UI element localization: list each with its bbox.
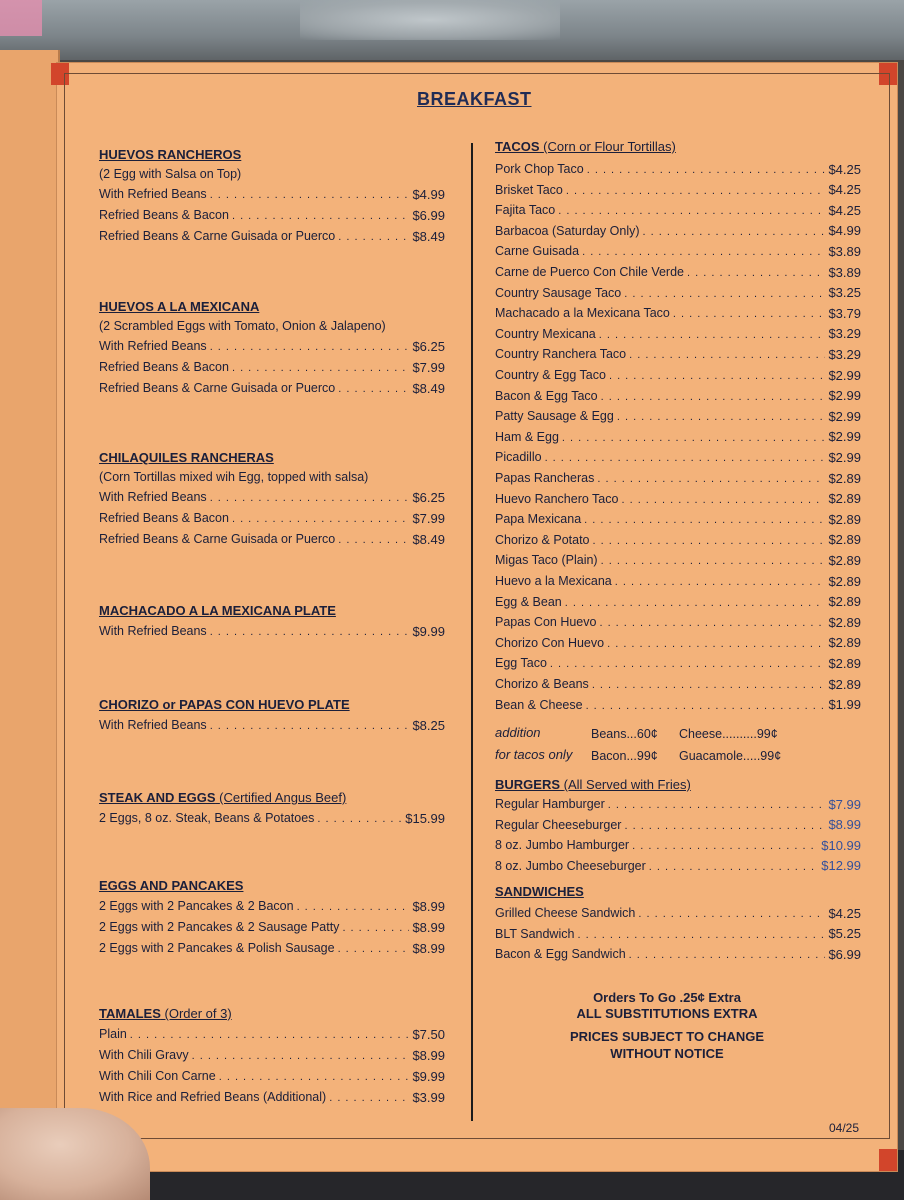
section-title	[495, 139, 676, 154]
menu-item-price: $2.89	[828, 655, 861, 671]
menu-item-name: Papas Rancheras	[495, 471, 595, 485]
menu-item-price: $3.99	[412, 1089, 445, 1105]
menu-item-name: With Refried Beans	[99, 718, 207, 732]
menu-item-name: With Refried Beans	[99, 339, 207, 353]
menu-item-name: Egg & Bean	[495, 594, 562, 609]
menu-item-name: 2 Eggs with 2 Pancakes & 2 Sausage Patty	[99, 920, 340, 934]
leader-dots	[550, 656, 826, 670]
menu-page	[56, 62, 898, 1172]
section-title	[99, 299, 259, 314]
menu-item-price: $2.89	[828, 552, 861, 568]
menu-item	[495, 242, 861, 260]
menu-item-price: $9.99	[412, 623, 445, 639]
menu-item-price: $2.99	[828, 367, 861, 383]
menu-item-price: $8.49	[412, 531, 445, 547]
menu-item	[495, 284, 861, 302]
menu-item-price: $2.99	[828, 408, 861, 424]
menu-item	[99, 1088, 445, 1106]
menu-item	[495, 945, 861, 963]
leader-dots	[624, 286, 825, 300]
leader-dots	[599, 615, 825, 629]
menu-item-name: With Rice and Refried Beans (Additional)	[99, 1090, 327, 1104]
leader-dots	[624, 818, 825, 832]
menu-item-name: Egg Taco	[495, 656, 547, 671]
menu-item	[99, 227, 445, 245]
menu-item	[495, 325, 861, 343]
section-title-text: HUEVOS RANCHEROS	[99, 147, 242, 162]
menu-item	[495, 181, 861, 199]
menu-item	[99, 185, 445, 203]
menu-item-price: $8.99	[412, 898, 445, 914]
column-divider	[471, 143, 473, 1121]
menu-item	[495, 613, 861, 631]
leader-dots	[558, 203, 825, 217]
menu-item	[495, 904, 861, 922]
menu-item	[495, 795, 861, 813]
menu-item	[495, 634, 861, 652]
menu-item-price: $2.99	[828, 449, 861, 465]
menu-item-name: 2 Eggs with 2 Pancakes & 2 Bacon	[99, 899, 294, 913]
menu-item-name: Refried Beans & Bacon	[99, 511, 229, 525]
section-title	[99, 697, 350, 712]
menu-item	[99, 530, 445, 548]
left-menu-page	[0, 50, 60, 1130]
menu-item	[495, 490, 861, 508]
menu-item	[495, 593, 861, 611]
menu-item-price: $2.99	[828, 388, 861, 404]
menu-item	[99, 1046, 445, 1064]
menu-item	[495, 816, 861, 834]
menu-item	[99, 488, 445, 506]
leader-dots	[329, 1090, 409, 1104]
section-note: (2 Scrambled Eggs with Tomato, Onion & Jalapeno)	[99, 319, 386, 333]
section-title-text: STEAK AND EGGS	[99, 790, 216, 805]
menu-item	[495, 531, 861, 549]
leader-dots	[219, 1069, 410, 1083]
menu-item-price: $3.89	[828, 264, 861, 280]
menu-item-name: Refried Beans & Carne Guisada or Puerco	[99, 532, 336, 546]
menu-item-name: Bacon & Egg Taco	[495, 388, 598, 403]
section-note: (Corn Tortillas mixed wih Egg, topped with salsa)	[99, 470, 369, 484]
menu-item	[495, 448, 861, 466]
addition-guacamole: Guacamole.....99¢	[679, 749, 782, 763]
menu-item	[99, 897, 445, 915]
leader-dots	[607, 636, 825, 650]
menu-item	[99, 622, 445, 640]
menu-item-price: $8.49	[412, 228, 445, 244]
menu-item-name: Papa Mexicana	[495, 512, 582, 527]
leader-dots	[586, 698, 826, 712]
menu-item-price: $8.49	[412, 380, 445, 396]
menu-item	[99, 918, 445, 936]
menu-date: 04/25	[829, 1121, 860, 1135]
menu-item-price: $3.29	[828, 326, 861, 342]
leader-dots	[232, 360, 410, 374]
menu-item-name: Grilled Cheese Sandwich	[495, 906, 636, 920]
menu-item-name: 8 oz. Jumbo Cheeseburger	[495, 858, 646, 873]
addition-beans: Beans...60¢	[591, 727, 658, 741]
menu-item-name: Huevo a la Mexicana	[495, 574, 612, 588]
menu-item	[495, 551, 861, 569]
footer-notice: WITHOUT NOTICE	[610, 1046, 724, 1061]
menu-item-price: $3.89	[828, 243, 861, 259]
menu-item-price: $2.89	[828, 532, 861, 548]
section-title	[99, 1006, 232, 1021]
menu-item	[99, 337, 445, 355]
addition-label: addition	[495, 725, 541, 740]
leader-dots	[562, 430, 826, 444]
menu-item-name: 2 Eggs, 8 oz. Steak, Beans & Potatoes	[99, 811, 315, 825]
leader-dots	[210, 624, 410, 638]
leader-dots	[601, 389, 826, 403]
menu-item-price: $6.25	[412, 489, 445, 505]
menu-item-price: $4.25	[828, 161, 861, 177]
menu-title: BREAKFAST	[417, 89, 532, 109]
menu-item-name: Country Ranchera Taco	[495, 347, 627, 362]
menu-item-price: $8.99	[412, 940, 445, 956]
leader-dots	[609, 368, 826, 382]
leader-dots	[615, 574, 826, 588]
menu-item-name: Migas Taco (Plain)	[495, 553, 598, 568]
menu-item-price: $4.99	[828, 223, 861, 239]
leader-dots	[338, 532, 409, 546]
menu-item-price: $15.99	[405, 810, 445, 826]
menu-item-name: Bean & Cheese	[495, 697, 583, 712]
leader-dots	[587, 162, 826, 176]
leader-dots	[192, 1048, 410, 1062]
menu-item-price: $2.89	[828, 573, 861, 589]
menu-item	[495, 345, 861, 363]
menu-item-price: $2.99	[828, 429, 861, 445]
section-title-text: BURGERS	[495, 777, 561, 792]
menu-item-name: Country & Egg Taco	[495, 368, 606, 382]
menu-item	[99, 939, 445, 957]
menu-item-name: With Refried Beans	[99, 490, 207, 504]
menu-item	[495, 925, 861, 943]
leader-dots	[617, 409, 826, 423]
section-subtitle: (Corn or Flour Tortillas)	[543, 139, 676, 154]
menu-item	[99, 1067, 445, 1085]
section-subtitle: (All Served with Fries)	[563, 777, 691, 792]
menu-item-name: With Chili Con Carne	[99, 1069, 216, 1083]
menu-item	[495, 675, 861, 693]
section-title	[99, 450, 274, 465]
section-note: (2 Egg with Salsa on Top)	[99, 167, 242, 181]
menu-item-name: With Refried Beans	[99, 624, 207, 638]
leader-dots	[232, 511, 410, 525]
menu-item-name: BLT Sandwich	[495, 926, 575, 941]
menu-item-name: Plain	[99, 1027, 127, 1041]
menu-item-price: $4.99	[412, 186, 445, 202]
leader-dots	[582, 244, 825, 258]
footer-prices: PRICES SUBJECT TO CHANGE	[569, 1029, 765, 1044]
menu-item	[495, 836, 861, 854]
section-subtitle: (Certified Angus Beef)	[219, 790, 347, 805]
menu-item-name: Fajita Taco	[495, 203, 556, 218]
leader-dots	[649, 859, 818, 873]
menu-item-name: Bacon & Egg Sandwich	[495, 947, 626, 961]
menu-item	[99, 358, 445, 376]
section-title-text: HUEVOS A LA MEXICANA	[99, 299, 260, 314]
leader-dots	[565, 595, 826, 609]
section-title	[495, 884, 584, 899]
leader-dots	[545, 450, 826, 464]
leader-dots	[584, 512, 825, 526]
footer-substitutions: ALL SUBSTITUTIONS EXTRA	[576, 1006, 758, 1021]
section-title-text: TAMALES	[99, 1006, 161, 1021]
addition-cheese: Cheese..........99¢	[679, 727, 778, 741]
menu-item-price: $6.99	[828, 946, 861, 962]
menu-item	[99, 1025, 445, 1043]
menu-item	[495, 387, 861, 405]
leader-dots	[130, 1027, 410, 1041]
leader-dots	[592, 677, 826, 691]
menu-item-price: $1.99	[828, 697, 861, 713]
menu-item-price: $3.79	[828, 305, 861, 321]
section-title	[99, 147, 241, 162]
menu-item-price: $7.99	[412, 510, 445, 526]
menu-item-name: Chorizo & Potato	[495, 532, 590, 547]
menu-item	[495, 263, 861, 281]
menu-item-price: $2.89	[828, 470, 861, 486]
menu-item	[495, 160, 861, 178]
menu-item-price: $8.25	[412, 717, 445, 733]
menu-item	[495, 428, 861, 446]
section-title-text: EGGS AND PANCAKES	[99, 878, 244, 893]
menu-item	[495, 222, 861, 240]
section-title-text: TACOS	[495, 139, 540, 154]
menu-item-name: Pork Chop Taco	[495, 162, 584, 176]
leader-dots	[566, 183, 826, 197]
menu-item-name: Regular Cheeseburger	[495, 817, 622, 832]
menu-item-price: $2.89	[828, 676, 861, 692]
menu-item-price: $4.25	[828, 182, 861, 198]
menu-item	[495, 366, 861, 384]
leader-dots	[643, 224, 826, 238]
menu-item-name: Country Mexicana	[495, 326, 596, 341]
menu-item-price: $5.25	[828, 926, 861, 941]
menu-item-price: $6.25	[412, 338, 445, 354]
menu-item-name: Refried Beans & Bacon	[99, 208, 229, 222]
menu-item	[99, 509, 445, 527]
leader-dots	[317, 811, 402, 825]
section-subtitle: (Order of 3)	[164, 1006, 232, 1021]
menu-item-price: $7.99	[828, 796, 861, 812]
menu-item	[99, 716, 445, 734]
menu-item-name: Ham & Egg	[495, 429, 559, 444]
menu-item-name: Regular Hamburger	[495, 797, 605, 811]
leader-dots	[577, 927, 825, 941]
leader-dots	[629, 947, 826, 961]
leader-dots	[629, 347, 825, 361]
leader-dots	[210, 718, 410, 732]
leader-dots	[342, 920, 409, 934]
menu-item-name: Barbacoa (Saturday Only)	[495, 223, 640, 238]
menu-item-price: $3.25	[828, 285, 861, 301]
menu-item-price: $7.99	[412, 359, 445, 375]
menu-item-price: $8.99	[412, 1047, 445, 1063]
menu-item-price: $2.89	[828, 491, 861, 507]
menu-item-price: $8.99	[828, 817, 861, 832]
menu-item-name: Machacado a la Mexicana Taco	[495, 306, 670, 321]
leader-dots	[601, 553, 826, 567]
leader-dots	[593, 533, 826, 547]
menu-item	[495, 696, 861, 714]
addition-bacon: Bacon...99¢	[591, 749, 658, 763]
menu-item-price: $2.89	[828, 594, 861, 610]
menu-item-price: $7.50	[412, 1026, 445, 1042]
pink-object	[0, 0, 42, 36]
menu-item-name: Carne Guisada	[495, 244, 580, 259]
menu-item-name: Chorizo & Beans	[495, 677, 589, 691]
section-title	[99, 790, 346, 805]
section-title-text: CHILAQUILES RANCHERAS	[99, 450, 274, 465]
menu-item	[495, 201, 861, 219]
menu-item-price: $4.25	[828, 905, 861, 921]
menu-item-price: $2.89	[828, 614, 861, 630]
menu-item-name: Brisket Taco	[495, 182, 563, 197]
menu-item-name: 8 oz. Jumbo Hamburger	[495, 838, 630, 852]
leader-dots	[608, 797, 826, 811]
menu-item-name: Carne de Puerco Con Chile Verde	[495, 265, 685, 279]
menu-item-name: With Refried Beans	[99, 187, 207, 201]
menu-item-price: $6.99	[412, 207, 445, 223]
section-title	[99, 878, 243, 893]
leader-dots	[210, 187, 410, 201]
section-title	[99, 603, 336, 618]
leader-dots	[232, 208, 410, 222]
menu-item-price: $2.89	[828, 511, 861, 527]
menu-item-price: $9.99	[412, 1068, 445, 1084]
menu-item-name: Huevo Ranchero Taco	[495, 491, 619, 506]
menu-item	[495, 469, 861, 487]
leader-dots	[597, 471, 825, 485]
menu-item-name: Refried Beans & Carne Guisada or Puerco	[99, 229, 336, 243]
menu-item-name: Refried Beans & Carne Guisada or Puerco	[99, 381, 336, 395]
menu-item-name: Country Sausage Taco	[495, 285, 622, 300]
menu-item-name: With Chili Gravy	[99, 1048, 189, 1062]
section-title-text: SANDWICHES	[495, 884, 584, 899]
menu-item	[99, 809, 445, 827]
menu-item-name: Patty Sausage & Egg	[495, 409, 614, 424]
menu-item	[495, 407, 861, 425]
leader-dots	[638, 906, 825, 920]
menu-item	[99, 206, 445, 224]
leader-dots	[632, 838, 818, 852]
footer-to-go: Orders To Go .25¢ Extra	[593, 990, 741, 1005]
menu-item	[99, 379, 445, 397]
menu-item	[495, 654, 861, 672]
section-title	[495, 777, 691, 792]
leader-dots	[297, 899, 410, 913]
glass-reflection	[300, 0, 560, 40]
menu-item	[495, 510, 861, 528]
menu-item-price: $3.29	[828, 346, 861, 362]
menu-item-name: Refried Beans & Bacon	[99, 360, 229, 374]
section-title-text: MACHACADO A LA MEXICANA PLATE	[99, 603, 336, 618]
menu-item-name: Papas Con Huevo	[495, 615, 597, 630]
menu-item-name: Chorizo Con Huevo	[495, 635, 605, 650]
menu-item-name: 2 Eggs with 2 Pancakes & Polish Sausage	[99, 941, 335, 955]
leader-dots	[621, 492, 825, 506]
menu-item-name: Picadillo	[495, 450, 542, 465]
leader-dots	[599, 327, 826, 341]
menu-item-price: $2.89	[828, 635, 861, 651]
menu-item	[495, 857, 861, 875]
leader-dots	[687, 265, 825, 279]
leader-dots	[673, 306, 826, 320]
leader-dots	[338, 381, 409, 395]
menu-item-price: $10.99	[821, 837, 861, 853]
menu-item	[495, 304, 861, 322]
menu-item-price: $12.99	[821, 858, 861, 873]
leader-dots	[338, 229, 409, 243]
leader-dots	[338, 941, 410, 955]
menu-item	[495, 572, 861, 590]
leader-dots	[210, 339, 410, 353]
menu-item-price: $4.25	[828, 202, 861, 218]
addition-label-2: for tacos only	[495, 747, 573, 762]
menu-item-price: $8.99	[412, 919, 445, 935]
section-title-text: CHORIZO or PAPAS CON HUEVO PLATE	[99, 697, 350, 712]
corner-mark-bottom-right	[879, 1149, 897, 1171]
leader-dots	[210, 490, 410, 504]
